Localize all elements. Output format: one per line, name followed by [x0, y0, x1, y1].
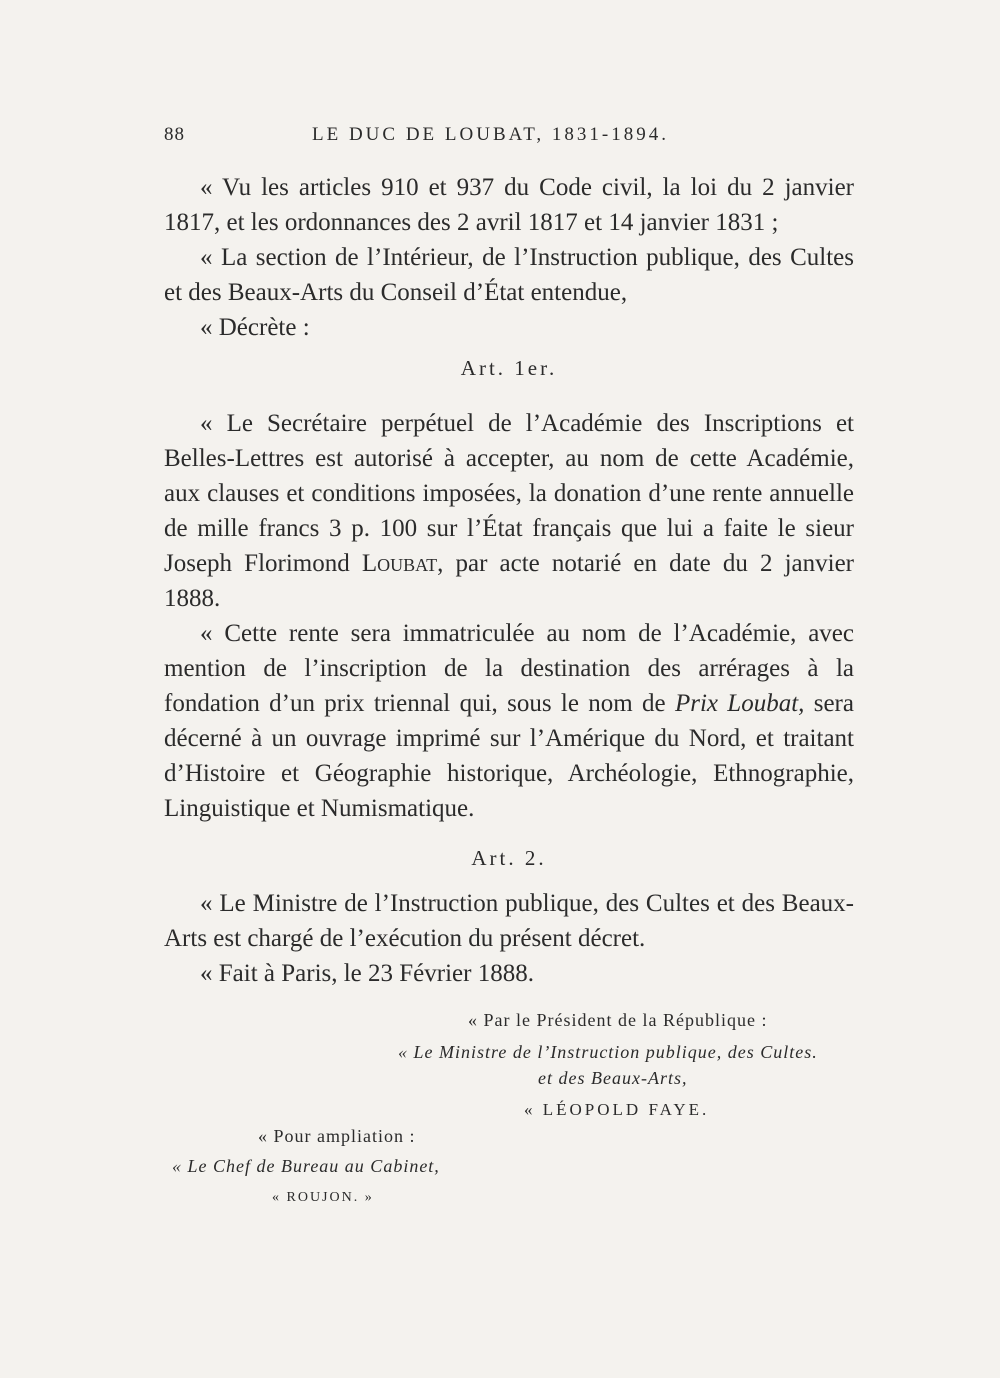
paragraph-le-ministre: « Le Ministre de l’Instruction publique, des Cultes et des Beaux-Arts est chargé de l’exécution du présent décret.: [164, 890, 854, 952]
article-1-heading: Art. 1er.: [460, 356, 558, 380]
chef-name: « ROUJON. »: [272, 1190, 374, 1205]
article-1-block: [164, 406, 854, 826]
running-title: LE DUC DE LOUBAT, 1831-1894.: [312, 124, 670, 145]
prix-loubat: Prix Loubat,: [674, 690, 805, 717]
minister-name: « LÉOPOLD FAYE.: [524, 1100, 710, 1119]
preamble-block: [164, 170, 854, 345]
paragraph-la-section: « La section de l’Intérieur, de l’Instruction publique, des Cultes et des Beaux-Arts du Conseil d’État entendue,: [164, 244, 854, 306]
article-2-block: [164, 886, 854, 991]
article-2-heading: Art. 2.: [471, 846, 547, 870]
minister-line-1: « Le Ministre de l’Instruction publique, des Cultes.: [398, 1042, 818, 1062]
paragraph-decrete: « Décrète :: [200, 314, 310, 341]
page-number: 88: [164, 124, 185, 145]
loubat-name: Loubat: [361, 550, 438, 577]
paragraph-fait-a-paris: « Fait à Paris, le 23 Février 1888.: [200, 960, 534, 987]
paragraph-secretaire-end: , par acte notarié en date du 2 janvier 1888.: [164, 550, 854, 612]
running-header: [164, 124, 864, 154]
paragraph-secretaire: [164, 406, 854, 616]
ampliation-line: « Pour ampliation :: [258, 1126, 416, 1146]
paragraph-cette-rente-end: sera décerné à un ouvrage imprimé sur l’Amérique du Nord, et traitant d’Histoire et Géographie historique, Archéologie, Ethnographie, Linguistique et Numismatique.: [164, 690, 854, 822]
paragraph-vu-les-articles: « Vu les articles 910 et 937 du Code civil, la loi du 2 janvier 1817, et les ordonnances des 2 avril 1817 et 14 janvier 1831 ;: [164, 174, 854, 236]
minister-line-2: et des Beaux-Arts,: [538, 1068, 688, 1088]
paragraph-cette-rente-text: « Cette rente sera immatriculée au nom de l’Académie, avec mention de l’inscription de la destination des arrérages à la fondation d’un prix triennal qui, sous le nom de: [164, 620, 854, 717]
paragraph-cette-rente: [164, 616, 854, 826]
chef-line: « Le Chef de Bureau au Cabinet,: [172, 1156, 440, 1176]
president-line: « Par le Président de la République :: [468, 1010, 768, 1030]
paragraph-secretaire-text: « Le Secrétaire perpétuel de l’Académie des Inscriptions et Belles-Lettres est autorisé à accepter, au nom de cette Académie, aux clauses et conditions imposées, la donation d’une rente annuelle de mille francs 3 p. 100 sur l’État français que lui a faite le sieur Joseph Florimond: [164, 410, 854, 577]
